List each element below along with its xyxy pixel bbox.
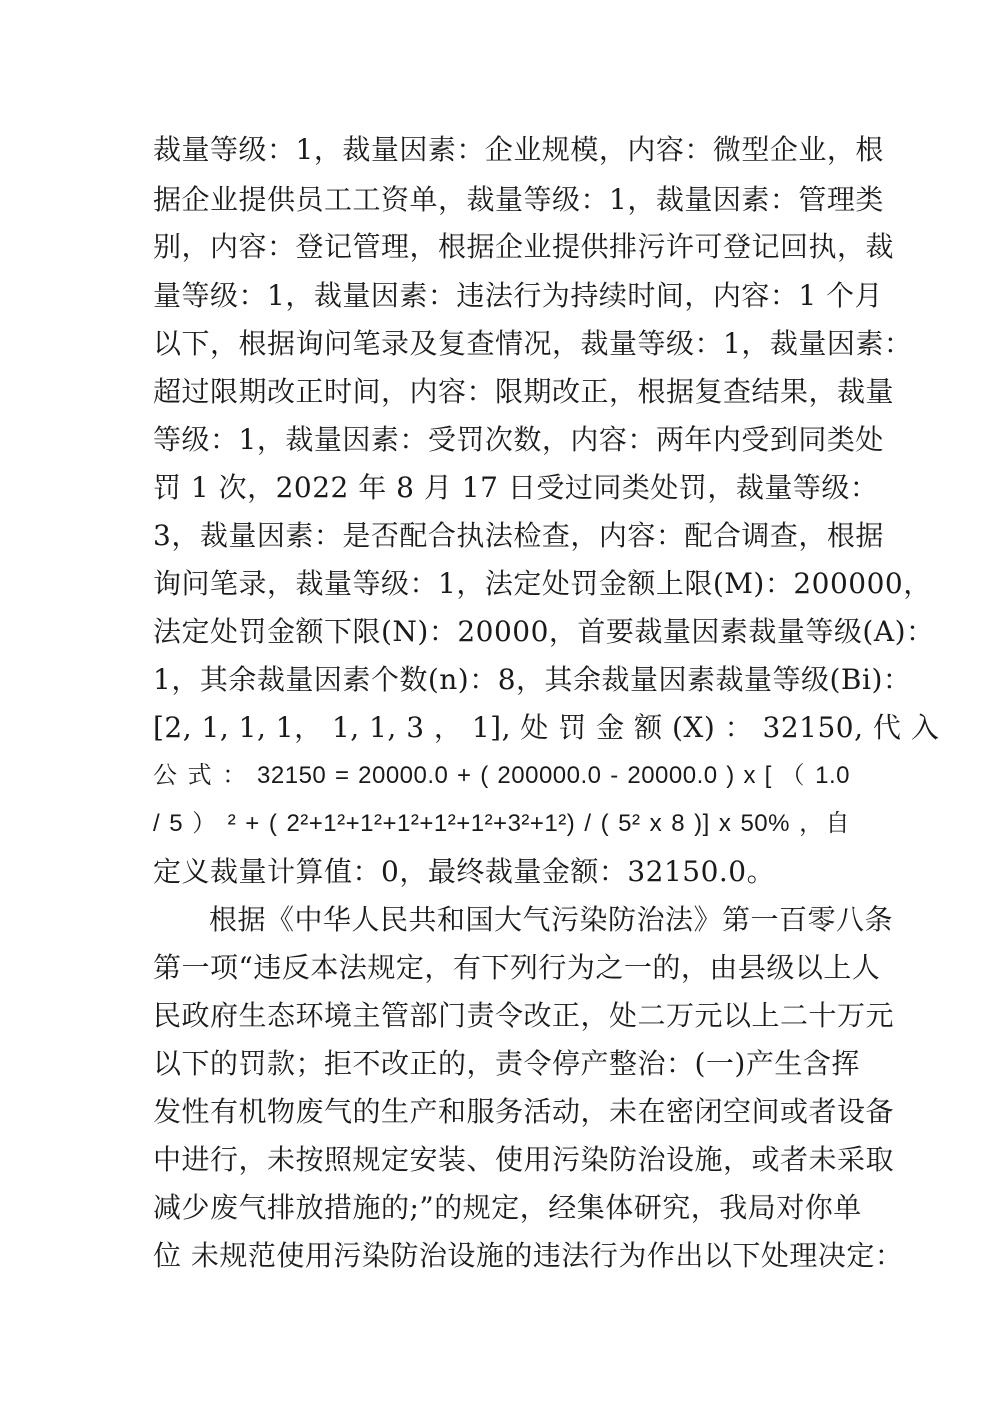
text-line: 别，内容：登记管理，根据企业提供排污许可登记回执，裁 [153, 230, 895, 263]
text-line: 法定处罚金额下限(N)：20000，首要裁量因素裁量等级(A)： [153, 615, 935, 648]
text-line: 超过限期改正时间，内容：限期改正，根据复查结果，裁量 [153, 375, 895, 408]
text-line: 量等级：1，裁量因素：违法行为持续时间，内容：1 个月 [153, 279, 884, 312]
text-line: 位 未规范使用污染防治设施的违法行为作出以下处理决定： [153, 1239, 904, 1272]
text-line: 1，其余裁量因素个数(n)：8，其余裁量因素裁量等级(Bi)： [153, 663, 912, 696]
text-line: 据企业提供员工工资单，裁量等级：1，裁量因素：管理类 [153, 183, 884, 216]
text-line: 定义裁量计算值：0，最终裁量金额：32150.0。 [153, 855, 776, 888]
formula-line: / 5 ） ² + ( 2²+1²+1²+1²+1²+1²+3²+1²) / ( 5² x 8 )] x 50% ，自 [153, 810, 850, 837]
text-line: 减少废气排放措施的;”的规定，经集体研究，我局对你单 [153, 1191, 862, 1224]
text-line: 民政府生态环境主管部门责令改正，处二万元以上二十万元 [153, 999, 895, 1032]
text-line: 第一项“违反本法规定，有下列行为之一的，由县级以上人 [153, 951, 881, 984]
paragraph-start-line: 根据《中华人民共和国大气污染防治法》第一百零八条 [209, 903, 894, 936]
text-line: 罚 1 次，2022 年 8 月 17 日受过同类处罚，裁量等级： [153, 471, 879, 504]
text-line: 裁量等级：1，裁量因素：企业规模，内容：微型企业，根 [153, 133, 884, 166]
text-line: 发性有机物废气的生产和服务活动，未在密闭空间或者设备 [153, 1095, 895, 1128]
text-line: 等级：1，裁量因素：受罚次数，内容：两年内受到同类处 [153, 423, 884, 456]
text-line: [2, 1, 1, 1， 1, 1, 3 ， 1], 处 罚 金 额 (X) ： 32150, 代 入 [153, 711, 940, 744]
text-line: 询问笔录，裁量等级：1，法定处罚金额上限(M)：200000， [153, 567, 932, 600]
formula-line: 公 式 ： 32150 = 20000.0 + ( 200000.0 - 20000.0 ) x [ （ 1.0 [153, 762, 850, 789]
text-line: 3，裁量因素：是否配合执法检查，内容：配合调查，根据 [153, 519, 884, 552]
text-line: 以下的罚款；拒不改正的，责令停产整治：(一)产生含挥 [153, 1047, 860, 1080]
text-line: 中进行，未按照规定安装、使用污染防治设施，或者未采取 [153, 1143, 895, 1176]
text-line: 以下，根据询问笔录及复查情况，裁量等级：1，裁量因素： [153, 327, 913, 360]
